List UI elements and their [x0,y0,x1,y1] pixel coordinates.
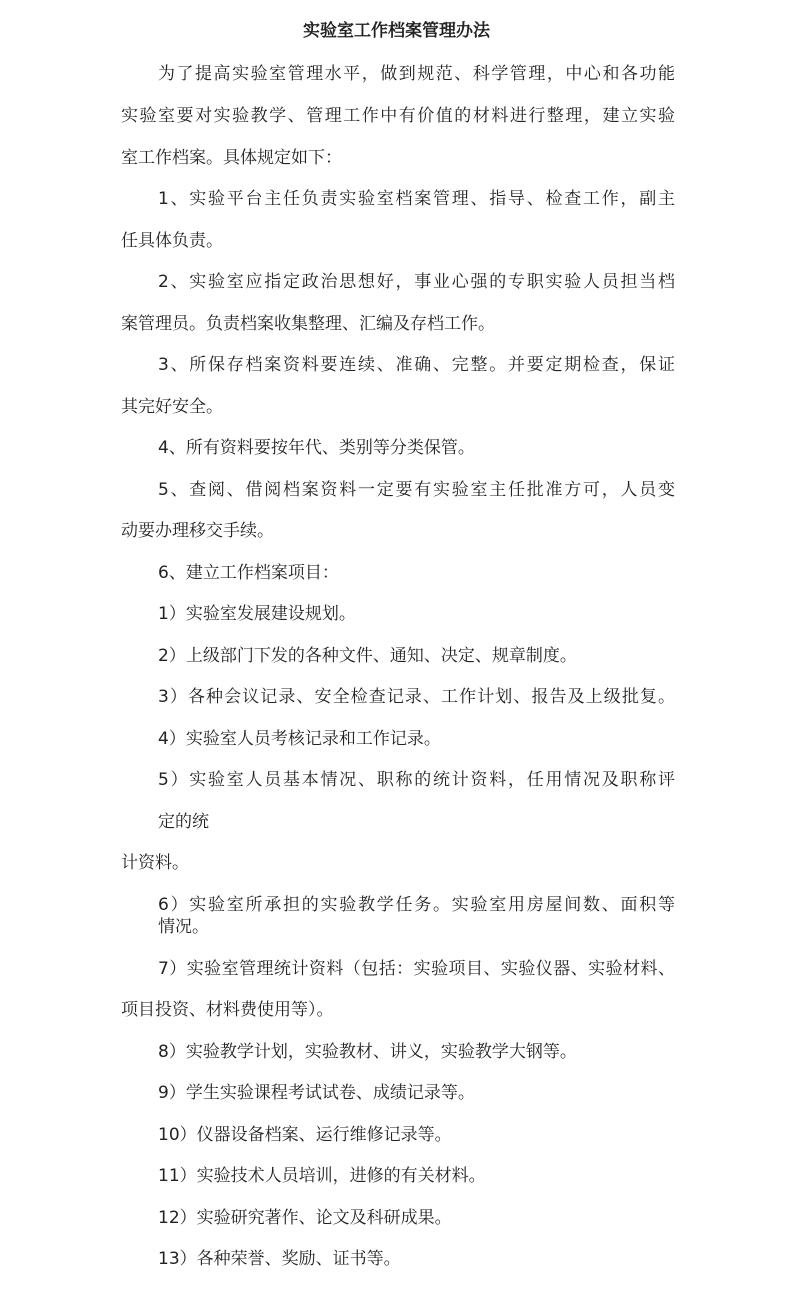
paragraph-line: 动要办理移交手续。 [121,521,274,541]
list-item: 10）仪器设备档案、运行维修记录等。 [158,1125,452,1145]
paragraph-line: 5、查阅、借阅档案资料一定要有实验室主任批准方可，人员变 [158,480,675,500]
list-item: 5）实验室人员基本情况、职称的统计资料，任用情况及职称评 [158,770,675,790]
paragraph-line: 3、所保存档案资料要连续、准确、完整。并要定期检查，保证 [158,355,675,375]
list-item: 8）实验教学计划，实验教材、讲义，实验教学大钢等。 [158,1042,577,1062]
paragraph-line: 室工作档案。具体规定如下： [121,148,342,168]
paragraph-line: 6、建立工作档案项目： [158,563,339,583]
list-item: 1）实验室发展建设规划。 [158,604,356,624]
paragraph-line: 4、所有资料要按年代、类别等分类保管。 [158,438,475,458]
list-item-continuation: 项目投资、材料费使用等）。 [121,1000,334,1020]
list-item: 3）各种会议记录、安全检查记录、工作计划、报告及上级批复。 [158,687,675,707]
document-title: 实验室工作档案管理办法 [303,21,490,41]
list-item: 7）实验室管理统计资料（包括：实验项目、实验仪器、实验材料、 [158,959,675,979]
list-item: 9）学生实验课程考试试卷、成绩记录等。 [158,1083,475,1103]
paragraph-line: 1、实验平台主任负责实验室档案管理、指导、检查工作，副主 [158,189,675,209]
paragraph-line: 实验室要对实验教学、管理工作中有价值的材料进行整理，建立实验 [121,106,675,126]
list-item-continuation: 情况。 [158,917,209,937]
paragraph-line: 其完好安全。 [121,397,223,417]
paragraph-line: 任具体负责。 [121,231,223,251]
list-item: 13）各种荣誉、奖励、证书等。 [158,1249,401,1269]
paragraph-line: 2、实验室应指定政治思想好，事业心强的专职实验人员担当档 [158,272,675,292]
paragraph-line: 案管理员。负责档案收集整理、汇编及存档工作。 [121,314,495,334]
list-item: 12）实验研究著作、论文及科研成果。 [158,1208,452,1228]
paragraph-line: 为了提高实验室管理水平，做到规范、科学管理，中心和各功能 [158,64,675,84]
list-item: 2）上级部门下发的各种文件、通知、决定、规章制度。 [158,646,577,666]
list-item-continuation: 计资料。 [121,853,189,873]
list-item: 6）实验室所承担的实验教学任务。实验室用房屋间数、面积等 [158,895,675,915]
list-item: 4）实验室人员考核记录和工作记录。 [158,729,441,749]
list-item-continuation: 定的统 [158,812,209,832]
list-item: 11）实验技术人员培训，进修的有关材料。 [158,1166,486,1186]
